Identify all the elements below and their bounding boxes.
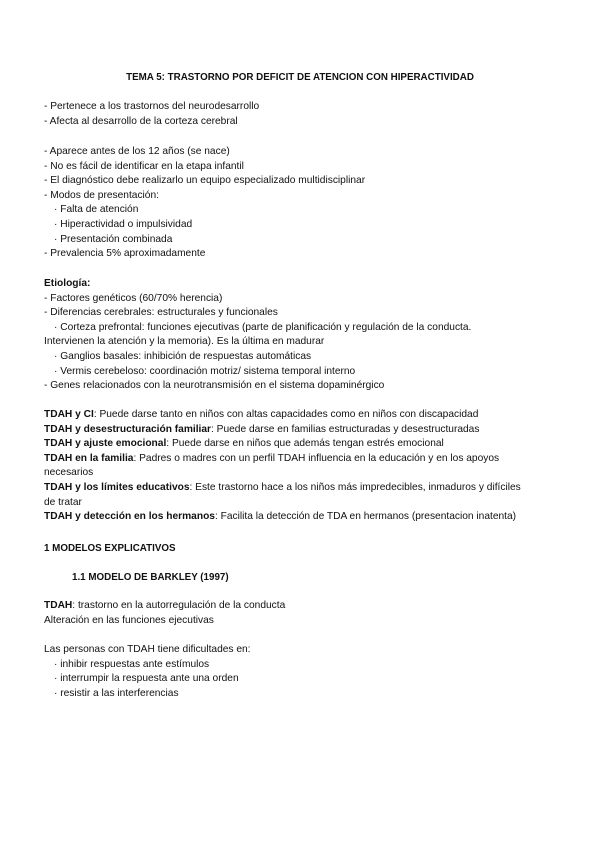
relation-text: : Padres o madres con un perfil TDAH influencia en la educación y en los apoyos necesarios bbox=[44, 452, 500, 479]
relation-label: TDAH y detección en los hermanos bbox=[44, 511, 215, 523]
relation-text: : Puede darse en niños que además tengan estrés emocional bbox=[166, 438, 444, 450]
definition-label: TDAH bbox=[44, 600, 73, 611]
list-item: - Pertenece a los trastornos del neurodesarrollo bbox=[44, 101, 260, 112]
sub-item: · inhibir respuestas ante estímulos bbox=[54, 658, 210, 670]
list-item: - Afecta al desarrollo de la corteza cerebral bbox=[44, 115, 238, 127]
list-item: - Prevalencia 5% aproximadamente bbox=[44, 248, 206, 260]
difficulties-intro: Las personas con TDAH tiene dificultades en: bbox=[44, 644, 251, 655]
relation-item bbox=[44, 423, 560, 438]
list-item: - El diagnóstico debe realizarlo un equipo especializado multidisciplinar bbox=[44, 175, 366, 187]
sub-item: · interrumpir la respuesta ante una orden bbox=[54, 673, 239, 685]
list-item: - Diferencias cerebrales: estructurales y funcionales bbox=[44, 307, 278, 319]
relation-label: TDAH y ajuste emocional bbox=[44, 438, 167, 450]
sub-item-continuation: Intervienen la atención y la memoria). Es la última en madurar bbox=[44, 336, 325, 348]
sub-item: · Falta de atención bbox=[54, 204, 139, 216]
etiology-heading: Etiología: bbox=[44, 278, 91, 289]
relation-text: : Puede darse tanto en niños con altas capacidades como en niños con discapacidad bbox=[93, 409, 479, 420]
difficulties-section bbox=[44, 643, 564, 701]
list-item: - Aparece antes de los 12 años (se nace) bbox=[44, 146, 230, 157]
subsection-heading: 1.1 MODELO DE BARKLEY (1997) bbox=[72, 572, 229, 583]
intro-list bbox=[44, 100, 564, 129]
definition-line bbox=[44, 599, 564, 614]
alteration-line: Alteración en las funciones ejecutivas bbox=[44, 614, 214, 626]
sub-item: · Ganglios basales: inhibición de respuestas automáticas bbox=[54, 350, 312, 362]
page-title: TEMA 5: TRASTORNO POR DEFICIT DE ATENCION CON HIPERACTIVIDAD bbox=[126, 72, 474, 83]
relation-text: : Facilita la detección de TDA en hermanos (presentacion inatenta) bbox=[214, 511, 517, 523]
relation-item bbox=[44, 408, 560, 423]
list-item: - Factores genéticos (60/70% herencia) bbox=[44, 292, 223, 304]
section-heading: 1 MODELOS EXPLICATIVOS bbox=[44, 543, 176, 554]
relation-label: TDAH y desestructuración familiar bbox=[44, 423, 212, 435]
etiology-section bbox=[44, 277, 564, 394]
relation-item bbox=[44, 437, 560, 452]
features-list bbox=[44, 145, 564, 262]
sub-item: · Corteza prefrontal: funciones ejecutivas (parte de planificación y regulación de la conducta. bbox=[54, 321, 472, 333]
sub-item: · Presentación combinada bbox=[54, 233, 173, 245]
relation-item bbox=[44, 481, 534, 510]
barkley-section bbox=[44, 599, 564, 628]
sub-item: · Vermis cerebeloso: coordinación motriz/ sistema temporal interno bbox=[54, 365, 356, 377]
relation-item bbox=[44, 510, 560, 525]
relation-text: : Este trastorno hace a los niños más impredecibles, inmaduros y difíciles de tratar bbox=[44, 481, 521, 508]
sub-item: · Hiperactividad o impulsividad bbox=[54, 218, 193, 230]
relation-item bbox=[44, 452, 542, 481]
relations-list bbox=[44, 408, 560, 525]
relation-text: : Puede darse en familias estructuradas y desestructuradas bbox=[211, 423, 480, 435]
list-item: - Modos de presentación: bbox=[44, 189, 159, 201]
sub-item: · resistir a las interferencias bbox=[54, 687, 179, 699]
relation-label: TDAH en la familia bbox=[44, 452, 134, 464]
relation-label: TDAH y los límites educativos bbox=[44, 481, 190, 493]
list-item: - No es fácil de identificar en la etapa infantil bbox=[44, 160, 244, 172]
list-item: - Genes relacionados con la neurotransmisión en el sistema dopaminérgico bbox=[44, 380, 385, 392]
relation-label: TDAH y CI bbox=[44, 409, 94, 420]
definition-text: : trastorno en la autorregulación de la conducta bbox=[72, 600, 286, 611]
